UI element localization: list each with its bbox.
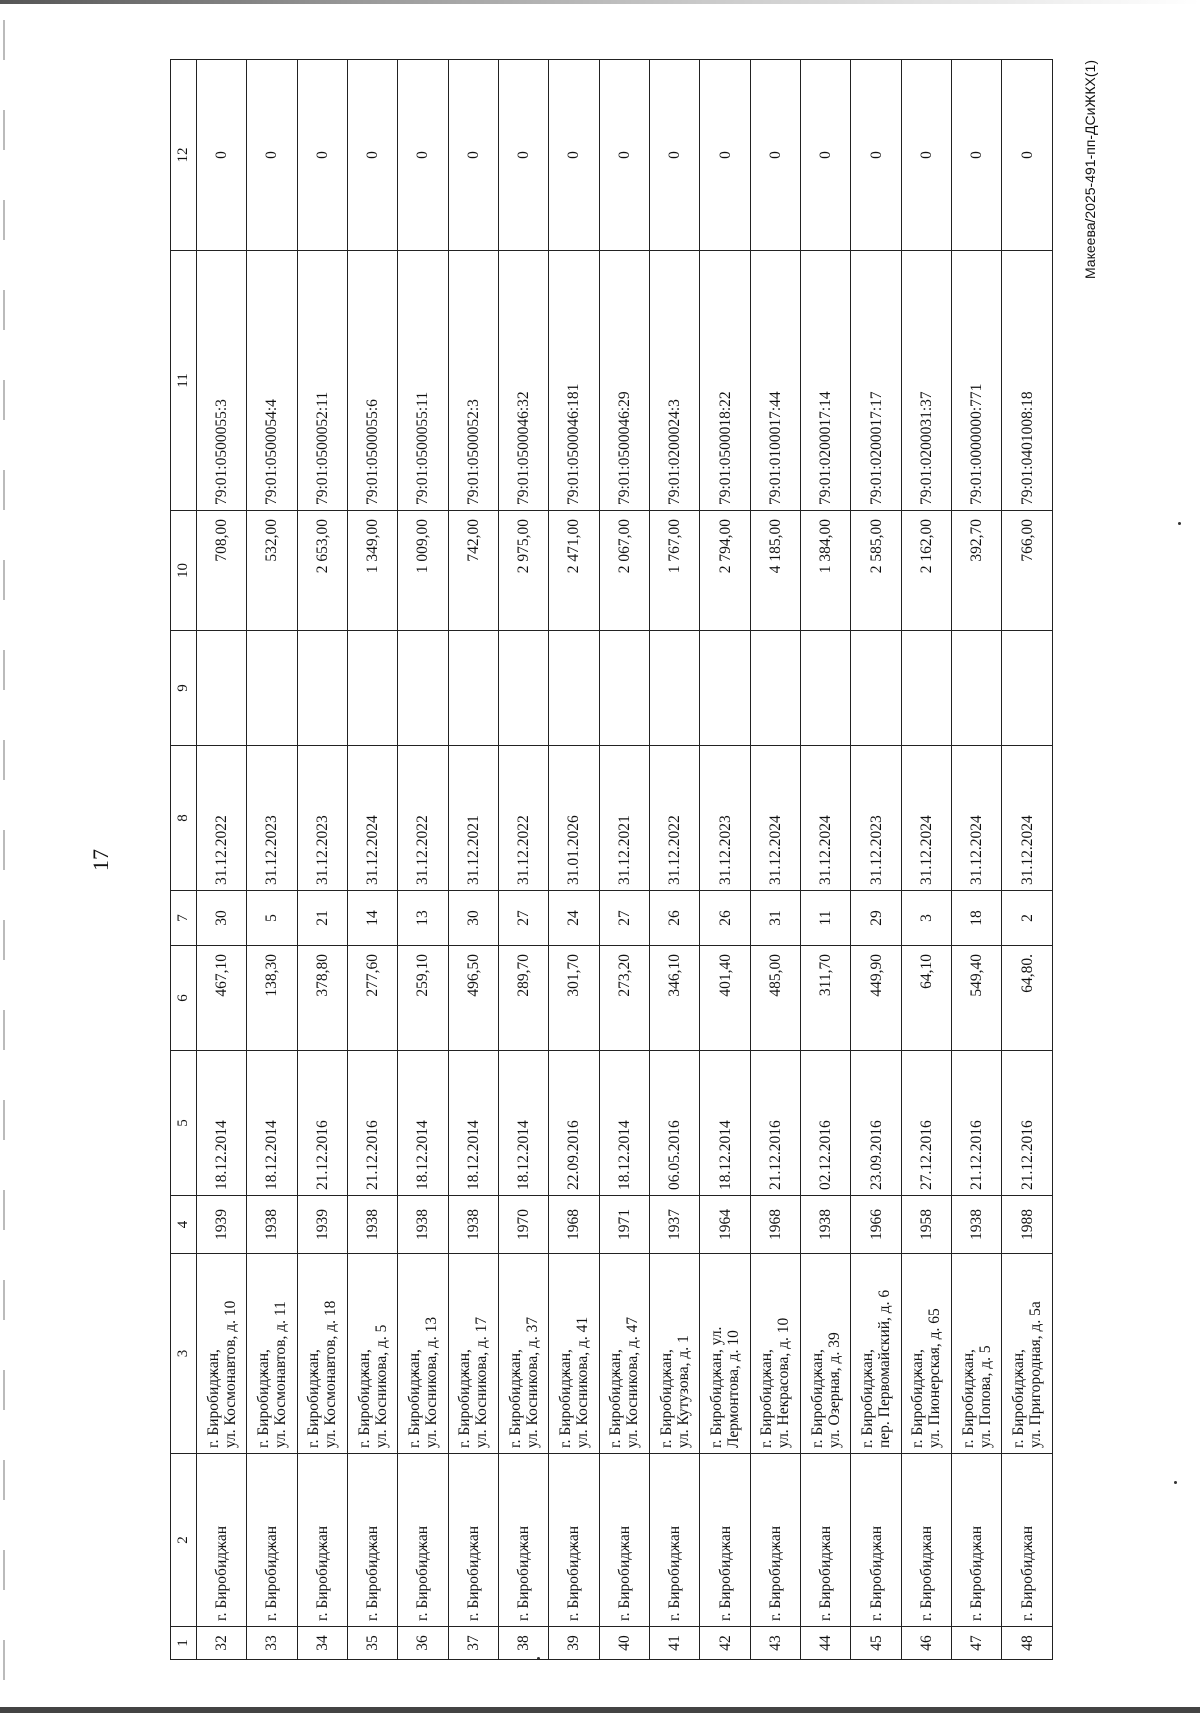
address-line-2: ул. Космонавтов, д. 11	[271, 1301, 289, 1448]
column-number-row	[171, 60, 197, 1660]
settlement-cell: г. Биробиджан	[599, 1454, 649, 1627]
date-cell: 18.12.2014	[196, 1051, 246, 1196]
address-line-2: ул. Космонавтов, д. 10	[221, 1300, 239, 1448]
table-row	[1002, 60, 1053, 1660]
table-row	[901, 60, 951, 1660]
address-line-2: ул. Косникова, д. 17	[473, 1316, 491, 1448]
count-cell: 11	[801, 891, 851, 946]
area-cell: 64,10	[901, 946, 951, 1051]
address-cell	[1002, 1254, 1053, 1454]
deadline-cell: 31.12.2022	[398, 746, 448, 891]
row-number: 45	[851, 1627, 901, 1660]
date-cell: 21.12.2016	[1002, 1051, 1053, 1196]
row-number: 40	[599, 1627, 649, 1660]
deadline-cell: 31.01.2026	[549, 746, 599, 891]
settlement-cell: г. Биробиджан	[448, 1454, 498, 1627]
deadline-cell: 31.12.2024	[1002, 746, 1053, 891]
table-row	[851, 60, 901, 1660]
count-cell: 21	[297, 891, 347, 946]
address-line-1: г. Биробиджан,	[808, 1349, 826, 1448]
address-line-1: г. Биробиджан,	[859, 1349, 877, 1448]
amount-cell: 2 471,00	[549, 511, 599, 631]
area-cell: 549,40	[952, 946, 1002, 1051]
year-cell: 1988	[1002, 1196, 1053, 1254]
address-line-1: г. Биробиджан,	[607, 1349, 625, 1448]
date-cell: 18.12.2014	[448, 1051, 498, 1196]
deadline-cell: 31.12.2024	[801, 746, 851, 891]
year-cell: 1970	[498, 1196, 548, 1254]
cadastral-number-cell: 79:01:0500054:4	[247, 251, 297, 511]
cadastral-number-cell: 79:01:0500055:6	[347, 251, 397, 511]
row-number: 44	[801, 1627, 851, 1660]
address-line-1: г. Биробиджан,	[909, 1349, 927, 1448]
count-cell: 29	[851, 891, 901, 946]
row-number: 42	[700, 1627, 750, 1660]
address-line-2: ул. Пионерская, д. 65	[926, 1308, 944, 1448]
date-cell: 18.12.2014	[398, 1051, 448, 1196]
date-cell: 21.12.2016	[297, 1051, 347, 1196]
cadastral-number-cell: 79:01:0500052:3	[448, 251, 498, 511]
year-cell: 1964	[700, 1196, 750, 1254]
table-row	[700, 60, 750, 1660]
date-cell: 22.09.2016	[549, 1051, 599, 1196]
value-cell: 0	[196, 60, 246, 251]
amount-cell: 742,00	[448, 511, 498, 631]
scan-edge-top	[0, 0, 1200, 4]
count-cell: 27	[498, 891, 548, 946]
area-cell: 346,10	[649, 946, 699, 1051]
year-cell: 1968	[549, 1196, 599, 1254]
table-row	[498, 60, 548, 1660]
count-cell: 14	[347, 891, 397, 946]
cadastral-number-cell: 79:01:0200024:3	[649, 251, 699, 511]
cadastral-number-cell: 79:01:0500046:29	[599, 251, 649, 511]
address-line-1: г. Биробиджан,	[758, 1349, 776, 1448]
row-number: 35	[347, 1627, 397, 1660]
area-cell: 301,70	[549, 946, 599, 1051]
amount-cell: 1 349,00	[347, 511, 397, 631]
address-line-1: г. Биробиджан,	[959, 1349, 977, 1448]
address-line-2: ул. Космонавтов, д. 18	[322, 1300, 340, 1448]
table-row	[599, 60, 649, 1660]
date-cell: 21.12.2016	[750, 1051, 800, 1196]
area-cell: 259,10	[398, 946, 448, 1051]
address-cell	[448, 1254, 498, 1454]
amount-cell: 2 794,00	[700, 511, 750, 631]
address-line-2: ул. Косникова, д. 41	[573, 1316, 591, 1448]
table-row	[347, 60, 397, 1660]
settlement-cell: г. Биробиджан	[649, 1454, 699, 1627]
area-cell: 64,80.	[1002, 946, 1053, 1051]
empty-cell	[398, 631, 448, 746]
year-cell: 1968	[750, 1196, 800, 1254]
empty-cell	[297, 631, 347, 746]
area-cell: 496,50	[448, 946, 498, 1051]
address-cell	[247, 1254, 297, 1454]
value-cell: 0	[498, 60, 548, 251]
column-number: 12	[171, 60, 197, 251]
address-line-1: г. Биробиджан,	[657, 1349, 675, 1448]
settlement-cell: г. Биробиджан	[801, 1454, 851, 1627]
address-line-2: Лермонтова, д. 10	[725, 1330, 742, 1448]
value-cell: 0	[649, 60, 699, 251]
deadline-cell: 31.12.2023	[297, 746, 347, 891]
amount-cell: 1 009,00	[398, 511, 448, 631]
year-cell: 1958	[901, 1196, 951, 1254]
amount-cell: 392,70	[952, 511, 1002, 631]
year-cell: 1938	[247, 1196, 297, 1254]
cadastral-number-cell: 79:01:0500052:11	[297, 251, 347, 511]
year-cell: 1938	[347, 1196, 397, 1254]
address-cell	[196, 1254, 246, 1454]
deadline-cell: 31.12.2024	[750, 746, 800, 891]
table-row	[750, 60, 800, 1660]
area-cell: 277,60	[347, 946, 397, 1051]
column-number: 11	[171, 251, 197, 511]
settlement-cell: г. Биробиджан	[297, 1454, 347, 1627]
scan-edge-bottom	[0, 1707, 1200, 1713]
count-cell: 30	[448, 891, 498, 946]
address-line-2: ул. Косникова, д. 5	[372, 1324, 390, 1448]
column-number: 2	[171, 1454, 197, 1627]
deadline-cell: 31.12.2024	[347, 746, 397, 891]
count-cell: 31	[750, 891, 800, 946]
column-number: 10	[171, 511, 197, 631]
address-cell	[649, 1254, 699, 1454]
area-cell: 401,40	[700, 946, 750, 1051]
empty-cell	[599, 631, 649, 746]
address-line-1: г. Биробиджан, ул.	[708, 1326, 725, 1448]
address-line-2: ул. Косникова, д. 37	[523, 1316, 541, 1448]
empty-cell	[901, 631, 951, 746]
row-number: 47	[952, 1627, 1002, 1660]
amount-cell: 4 185,00	[750, 511, 800, 631]
empty-cell	[347, 631, 397, 746]
address-line-1: г. Биробиджан,	[254, 1349, 272, 1448]
value-cell: 0	[1002, 60, 1053, 251]
cadastral-number-cell: 79:01:0200031:37	[901, 251, 951, 511]
row-number: 39	[549, 1627, 599, 1660]
column-number: 6	[171, 946, 197, 1051]
value-cell: 0	[448, 60, 498, 251]
address-line-1: г. Биробиджан,	[556, 1349, 574, 1448]
table-row	[649, 60, 699, 1660]
address-line-1: г. Биробиджан,	[355, 1349, 373, 1448]
count-cell: 13	[398, 891, 448, 946]
address-line-1: г. Биробиджан,	[456, 1349, 474, 1448]
value-cell: 0	[851, 60, 901, 251]
settlement-cell: г. Биробиджан	[347, 1454, 397, 1627]
column-number: 8	[171, 746, 197, 891]
document-footer: Макеева/2025-491-пп-ДСиЖКХ(1)	[1082, 60, 1098, 280]
date-cell: 06.05.2016	[649, 1051, 699, 1196]
row-number: 38	[498, 1627, 548, 1660]
date-cell: 27.12.2016	[901, 1051, 951, 1196]
address-line-2: ул. Пригородная, д. 5а	[1027, 1301, 1045, 1448]
settlement-cell: г. Биробиджан	[952, 1454, 1002, 1627]
address-cell	[851, 1254, 901, 1454]
amount-cell: 1 384,00	[801, 511, 851, 631]
table-row	[247, 60, 297, 1660]
value-cell: 0	[297, 60, 347, 251]
cadastral-number-cell: 79:01:0200017:14	[801, 251, 851, 511]
empty-cell	[851, 631, 901, 746]
count-cell: 27	[599, 891, 649, 946]
empty-cell	[498, 631, 548, 746]
area-cell: 289,70	[498, 946, 548, 1051]
year-cell: 1938	[801, 1196, 851, 1254]
amount-cell: 2 067,00	[599, 511, 649, 631]
empty-cell	[196, 631, 246, 746]
empty-cell	[549, 631, 599, 746]
column-number: 9	[171, 631, 197, 746]
address-line-2: ул. Попова, д. 5	[976, 1345, 994, 1448]
count-cell: 26	[700, 891, 750, 946]
column-number: 5	[171, 1051, 197, 1196]
count-cell: 24	[549, 891, 599, 946]
address-cell	[599, 1254, 649, 1454]
cadastral-number-cell: 79:01:0000000:771	[952, 251, 1002, 511]
scan-speck	[1178, 522, 1181, 525]
address-cell	[398, 1254, 448, 1454]
amount-cell: 2 585,00	[851, 511, 901, 631]
date-cell: 23.09.2016	[851, 1051, 901, 1196]
deadline-cell: 31.12.2023	[247, 746, 297, 891]
row-number: 36	[398, 1627, 448, 1660]
deadline-cell: 31.12.2022	[498, 746, 548, 891]
cadastral-number-cell: 79:01:0500055:11	[398, 251, 448, 511]
address-line-2: пер. Первомайский, д. 6	[876, 1289, 894, 1448]
address-line-1: г. Биробиджан,	[506, 1349, 524, 1448]
deadline-cell: 31.12.2021	[599, 746, 649, 891]
address-line-2: ул. Некрасова, д. 10	[775, 1317, 793, 1448]
value-cell: 0	[750, 60, 800, 251]
empty-cell	[247, 631, 297, 746]
area-cell: 449,90	[851, 946, 901, 1051]
settlement-cell: г. Биробиджан	[247, 1454, 297, 1627]
area-cell: 378,80	[297, 946, 347, 1051]
settlement-cell: г. Биробиджан	[398, 1454, 448, 1627]
value-cell: 0	[700, 60, 750, 251]
amount-cell: 532,00	[247, 511, 297, 631]
count-cell: 2	[1002, 891, 1053, 946]
year-cell: 1938	[398, 1196, 448, 1254]
settlement-cell: г. Биробиджан	[700, 1454, 750, 1627]
deadline-cell: 31.12.2023	[851, 746, 901, 891]
year-cell: 1966	[851, 1196, 901, 1254]
value-cell: 0	[801, 60, 851, 251]
cadastral-number-cell: 79:01:0100017:44	[750, 251, 800, 511]
empty-cell	[801, 631, 851, 746]
address-cell	[297, 1254, 347, 1454]
row-number: 33	[247, 1627, 297, 1660]
deadline-cell: 31.12.2024	[952, 746, 1002, 891]
address-cell	[750, 1254, 800, 1454]
settlement-cell: г. Биробиджан	[750, 1454, 800, 1627]
settlement-cell: г. Биробиджан	[1002, 1454, 1053, 1627]
row-number: 37	[448, 1627, 498, 1660]
date-cell: 18.12.2014	[247, 1051, 297, 1196]
table-row	[398, 60, 448, 1660]
year-cell: 1971	[599, 1196, 649, 1254]
settlement-cell: г. Биробиджан	[901, 1454, 951, 1627]
address-cell	[901, 1254, 951, 1454]
address-line-1: г. Биробиджан,	[1010, 1349, 1028, 1448]
cadastral-number-cell: 79:01:0500018:22	[700, 251, 750, 511]
table-row	[801, 60, 851, 1660]
cadastral-number-cell: 79:01:0401008:18	[1002, 251, 1053, 511]
column-number: 1	[171, 1627, 197, 1660]
amount-cell: 2 162,00	[901, 511, 951, 631]
year-cell: 1937	[649, 1196, 699, 1254]
settlement-cell: г. Биробиджан	[851, 1454, 901, 1627]
amount-cell: 2 653,00	[297, 511, 347, 631]
area-cell: 485,00	[750, 946, 800, 1051]
settlement-cell: г. Биробиджан	[196, 1454, 246, 1627]
address-line-1: г. Биробиджан,	[305, 1349, 323, 1448]
address-cell	[700, 1254, 750, 1454]
empty-cell	[952, 631, 1002, 746]
settlement-cell: г. Биробиджан	[498, 1454, 548, 1627]
year-cell: 1938	[448, 1196, 498, 1254]
deadline-cell: 31.12.2023	[700, 746, 750, 891]
settlement-cell: г. Биробиджан	[549, 1454, 599, 1627]
count-cell: 30	[196, 891, 246, 946]
empty-cell	[1002, 631, 1053, 746]
amount-cell: 766,00	[1002, 511, 1053, 631]
address-line-2: ул. Косникова, д. 47	[624, 1316, 642, 1448]
date-cell: 21.12.2016	[952, 1051, 1002, 1196]
amount-cell: 708,00	[196, 511, 246, 631]
area-cell: 273,20	[599, 946, 649, 1051]
row-number: 41	[649, 1627, 699, 1660]
address-cell	[549, 1254, 599, 1454]
address-cell	[952, 1254, 1002, 1454]
cadastral-number-cell: 79:01:0200017:17	[851, 251, 901, 511]
address-cell	[347, 1254, 397, 1454]
count-cell: 5	[247, 891, 297, 946]
value-cell: 0	[952, 60, 1002, 251]
value-cell: 0	[247, 60, 297, 251]
address-line-2: ул. Косникова, д. 13	[422, 1316, 440, 1448]
address-line-1: г. Биробиджан,	[405, 1349, 423, 1448]
address-cell	[498, 1254, 548, 1454]
deadline-cell: 31.12.2022	[196, 746, 246, 891]
column-number: 7	[171, 891, 197, 946]
row-number: 48	[1002, 1627, 1053, 1660]
area-cell: 467,10	[196, 946, 246, 1051]
address-line-2: ул. Кутузова, д. 1	[674, 1335, 692, 1448]
address-line-2: ул. Озерная, д. 39	[825, 1332, 843, 1448]
date-cell: 21.12.2016	[347, 1051, 397, 1196]
deadline-cell: 31.12.2024	[901, 746, 951, 891]
address-cell	[801, 1254, 851, 1454]
year-cell: 1939	[196, 1196, 246, 1254]
count-cell: 18	[952, 891, 1002, 946]
date-cell: 02.12.2016	[801, 1051, 851, 1196]
empty-cell	[750, 631, 800, 746]
empty-cell	[448, 631, 498, 746]
scan-speck	[1174, 1481, 1177, 1484]
address-line-1: г. Биробиджан,	[204, 1349, 222, 1448]
cadastral-number-cell: 79:01:0500055:3	[196, 251, 246, 511]
row-number: 43	[750, 1627, 800, 1660]
cadastral-number-cell: 79:01:0500046:32	[498, 251, 548, 511]
row-number: 32	[196, 1627, 246, 1660]
register-table	[170, 59, 1053, 1660]
page-number: 17	[88, 849, 113, 871]
count-cell: 26	[649, 891, 699, 946]
date-cell: 18.12.2014	[700, 1051, 750, 1196]
date-cell: 18.12.2014	[498, 1051, 548, 1196]
value-cell: 0	[599, 60, 649, 251]
deadline-cell: 31.12.2022	[649, 746, 699, 891]
empty-cell	[700, 631, 750, 746]
value-cell: 0	[549, 60, 599, 251]
year-cell: 1939	[297, 1196, 347, 1254]
area-cell: 311,70	[801, 946, 851, 1051]
rotated-page	[0, 30, 1140, 1690]
table-row	[952, 60, 1002, 1660]
deadline-cell: 31.12.2021	[448, 746, 498, 891]
cadastral-number-cell: 79:01:0500046:181	[549, 251, 599, 511]
amount-cell: 2 975,00	[498, 511, 548, 631]
row-number: 46	[901, 1627, 951, 1660]
table-row	[448, 60, 498, 1660]
table-row	[196, 60, 246, 1660]
count-cell: 3	[901, 891, 951, 946]
row-number: 34	[297, 1627, 347, 1660]
table-row	[549, 60, 599, 1660]
date-cell: 18.12.2014	[599, 1051, 649, 1196]
value-cell: 0	[398, 60, 448, 251]
value-cell: 0	[347, 60, 397, 251]
column-number: 3	[171, 1254, 197, 1454]
empty-cell	[649, 631, 699, 746]
area-cell: 138,30	[247, 946, 297, 1051]
column-number: 4	[171, 1196, 197, 1254]
year-cell: 1938	[952, 1196, 1002, 1254]
amount-cell: 1 767,00	[649, 511, 699, 631]
value-cell: 0	[901, 60, 951, 251]
table-row	[297, 60, 347, 1660]
